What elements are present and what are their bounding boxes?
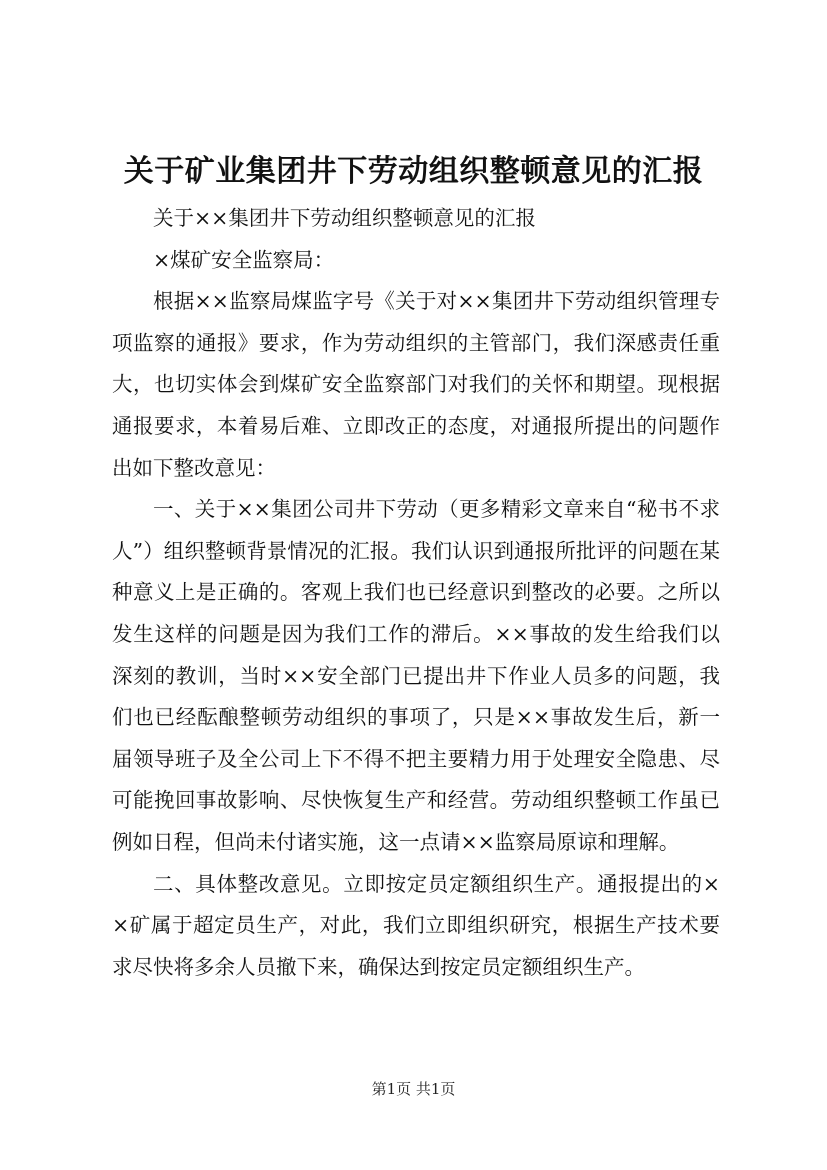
paragraph-heading: 关于××集团井下劳动组织整顿意见的汇报 — [153, 206, 536, 230]
document-body — [112, 198, 720, 988]
document-title: 关于矿业集团井下劳动组织整顿意见的汇报 — [123, 154, 704, 189]
paragraph-section-one: 一、关于××集团公司井下劳动（更多精彩文章来自“秘书不求人”）组织整顿背景情况的汇报。我们认识到通报所批评的问题在某种意义上是正确的。客观上我们也已经意识到整改的必要。之所以发生这样的问题是因为我们工作的滞后。××事故的发生给我们以深刻的教训，当时××安全部门已提出井下作业人员多的问题，我们也已经酝酿整顿劳动组织的事项了，只是××事故发生后，新一届领导班子及全公司上下不得不把主要精力用于处理安全隐患、尽可能挽回事故影响、尽快恢复生产和经营。劳动组织整顿工作虽已例如日程，但尚未付诸实施，这一点请××监察局原谅和理解。 — [112, 497, 720, 854]
paragraph-intro: 根据××监察局煤监字号《关于对××集团井下劳动组织管理专项监察的通报》要求，作为劳动组织的主管部门，我们深感责任重大，也切实体会到煤矿安全监察部门对我们的关怀和期望。现根据通报要求，本着易后难、立即改正的态度，对通报所提出的问题作出如下整改意见： — [112, 289, 720, 480]
page-footer: 第1页 共1页 — [371, 1080, 456, 1098]
paragraph-section-two: 二、具体整改意见。立即按定员定额组织生产。通报提出的××矿属于超定员生产，对此，我们立即组织研究，根据生产技术要求尽快将多余人员撤下来，确保达到按定员定额组织生产。 — [112, 871, 720, 979]
paragraph-addressee: ×煤矿安全监察局： — [153, 247, 335, 272]
